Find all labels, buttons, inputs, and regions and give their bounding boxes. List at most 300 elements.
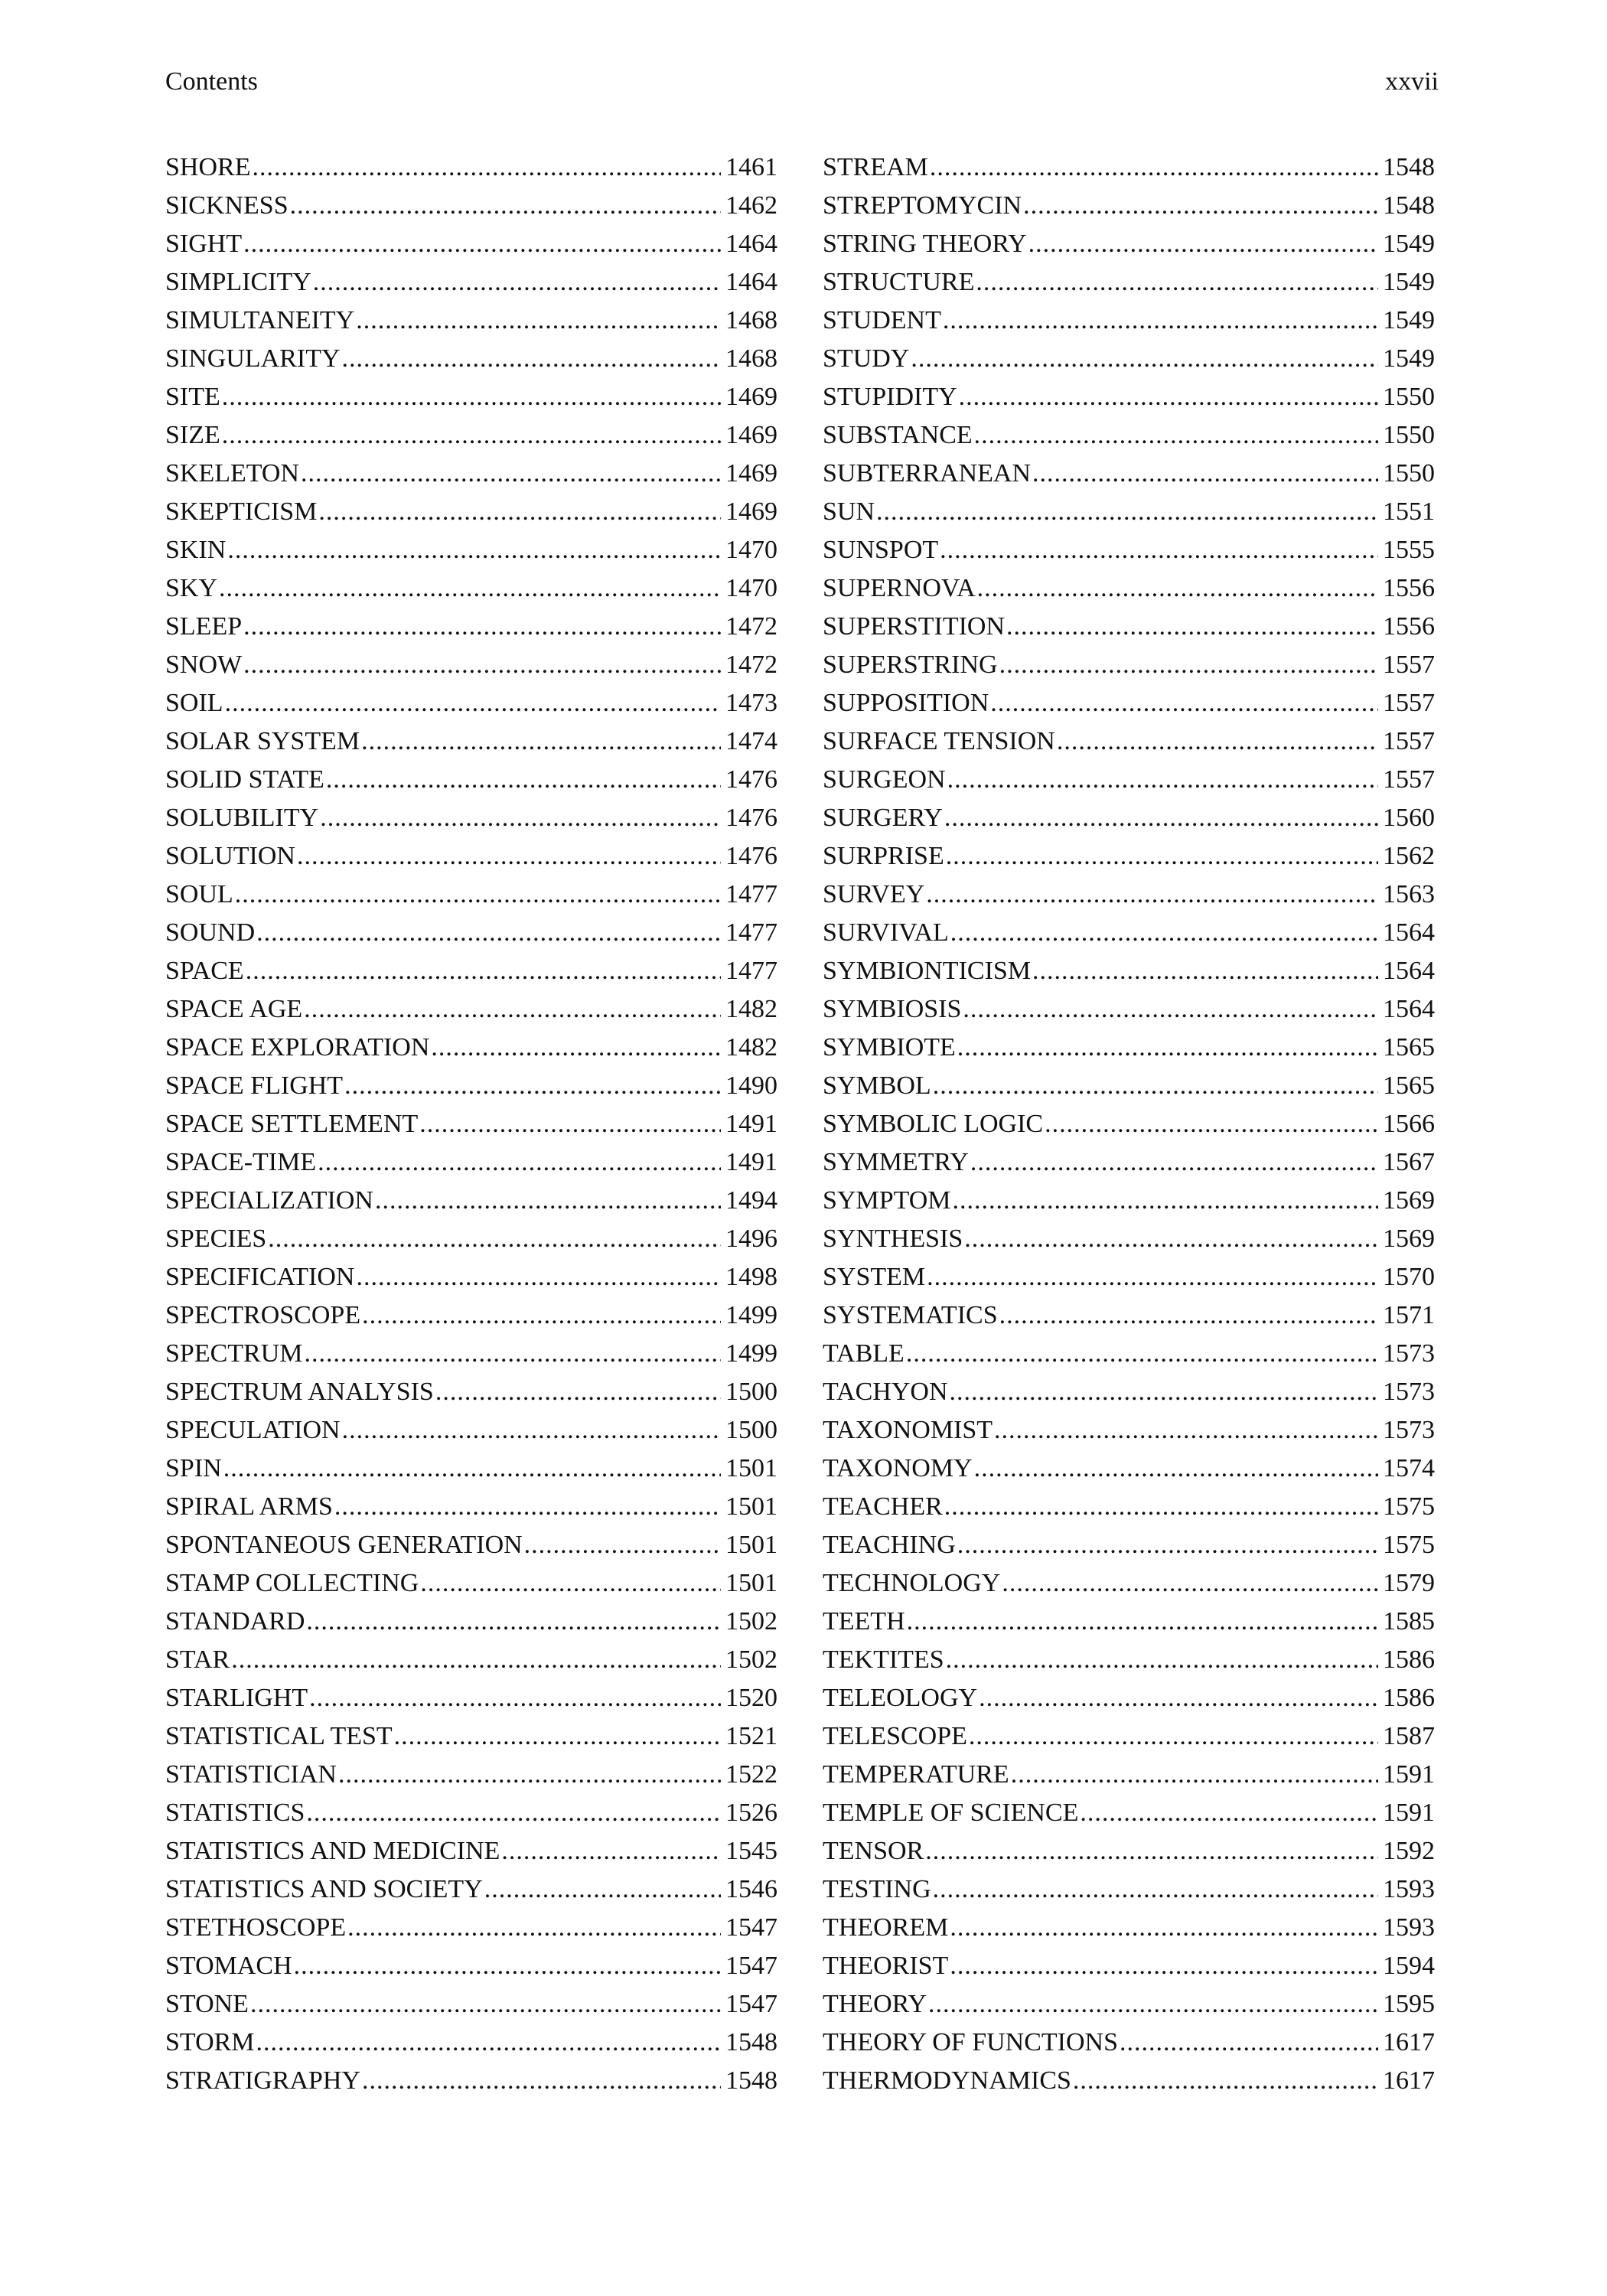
entry-page-number: 1557 (1383, 727, 1435, 755)
contents-entry (165, 187, 777, 225)
contents-entry (165, 1143, 777, 1182)
entry-page-number: 1570 (1383, 1263, 1435, 1291)
contents-entry (165, 1029, 777, 1067)
dot-leader (977, 569, 1378, 608)
entry-page-number: 1545 (725, 1837, 777, 1865)
contents-entry (823, 646, 1435, 684)
entry-page-number: 1477 (725, 880, 777, 908)
entry-term: TAXONOMY (823, 1454, 973, 1482)
entry-term: STREAM (823, 153, 928, 181)
contents-entry (823, 1143, 1435, 1182)
entry-term: SUBTERRANEAN (823, 459, 1032, 488)
contents-entry (165, 1067, 777, 1105)
contents-entry (823, 455, 1435, 493)
dot-leader (338, 1756, 721, 1794)
entry-term: SYMBOLIC LOGIC (823, 1110, 1044, 1138)
dot-leader (1045, 1105, 1378, 1143)
dot-leader (246, 952, 721, 990)
entry-term: TELESCOPE (823, 1722, 967, 1750)
contents-entry (165, 914, 777, 952)
contents-entry (165, 1641, 777, 1679)
entry-term: STATISTICS (165, 1799, 305, 1827)
entry-term: SPECIES (165, 1225, 267, 1253)
entry-page-number: 1474 (725, 727, 777, 755)
entry-page-number: 1477 (725, 918, 777, 947)
dot-leader (431, 1029, 721, 1067)
entry-page-number: 1547 (725, 1913, 777, 1942)
contents-entry (165, 1258, 777, 1296)
entry-term: SIGHT (165, 230, 243, 258)
contents-entry (823, 1411, 1435, 1450)
entry-page-number: 1585 (1383, 1607, 1435, 1636)
entry-page-number: 1548 (725, 2028, 777, 2056)
dot-leader (974, 416, 1378, 455)
entry-page-number: 1586 (1383, 1645, 1435, 1674)
entry-term: SYMBOL (823, 1071, 931, 1100)
dot-leader (969, 1717, 1378, 1756)
contents-entry (823, 952, 1435, 990)
contents-entry (823, 1564, 1435, 1603)
contents-entry (823, 1756, 1435, 1794)
entry-term: SYMBIONTICISM (823, 957, 1032, 985)
entry-term: SURPRISE (823, 842, 944, 870)
entry-page-number: 1556 (1383, 574, 1435, 602)
dot-leader (946, 837, 1378, 876)
contents-entry (165, 1488, 777, 1526)
contents-entry (165, 608, 777, 646)
entry-term: STREPTOMYCIN (823, 191, 1022, 220)
dot-leader (235, 876, 721, 914)
dot-leader (227, 531, 721, 569)
dot-leader (256, 2024, 721, 2062)
dot-leader (990, 684, 1378, 722)
dot-leader (219, 569, 721, 608)
dot-leader (297, 837, 721, 876)
contents-entry (823, 1794, 1435, 1832)
entry-page-number: 1591 (1383, 1799, 1435, 1827)
entry-term: TEKTITES (823, 1645, 944, 1674)
entry-page-number: 1566 (1383, 1110, 1435, 1138)
contents-entry (823, 1717, 1435, 1756)
contents-entry (823, 1909, 1435, 1947)
entry-term: SIMPLICITY (165, 268, 311, 296)
entry-page-number: 1476 (725, 804, 777, 832)
contents-entry (165, 761, 777, 799)
entry-page-number: 1469 (725, 497, 777, 526)
dot-leader (933, 1870, 1378, 1909)
dot-leader (926, 876, 1378, 914)
entry-page-number: 1462 (725, 191, 777, 220)
dot-leader (313, 263, 721, 302)
dot-leader (876, 493, 1378, 531)
dot-leader (999, 1296, 1378, 1335)
contents-entry (823, 1029, 1435, 1067)
dot-leader (979, 1679, 1378, 1717)
contents-entry (165, 1564, 777, 1603)
entry-page-number: 1477 (725, 957, 777, 985)
contents-entry (823, 378, 1435, 416)
dot-leader (944, 1488, 1378, 1526)
entry-page-number: 1593 (1383, 1875, 1435, 1903)
entry-page-number: 1565 (1383, 1033, 1435, 1062)
dot-leader (222, 416, 721, 455)
entry-page-number: 1557 (1383, 651, 1435, 679)
dot-leader (435, 1373, 721, 1411)
dot-leader (484, 1870, 721, 1909)
entry-term: SPECIFICATION (165, 1263, 355, 1291)
entry-term: SUN (823, 497, 875, 526)
entry-page-number: 1501 (725, 1454, 777, 1482)
contents-entry (823, 1603, 1435, 1641)
dot-leader (999, 646, 1378, 684)
entry-page-number: 1491 (725, 1110, 777, 1138)
entry-term: SICKNESS (165, 191, 288, 220)
entry-term: TEACHING (823, 1531, 956, 1559)
entry-term: TEACHER (823, 1492, 943, 1521)
entry-term: STATISTICS AND MEDICINE (165, 1837, 500, 1865)
entry-term: SYNTHESIS (823, 1225, 963, 1253)
contents-entry (823, 1985, 1435, 2024)
entry-term: SPECULATION (165, 1416, 341, 1444)
contents-entry (823, 1182, 1435, 1220)
entry-term: STRUCTURE (823, 268, 975, 296)
entry-term: SPACE EXPLORATION (165, 1033, 430, 1062)
dot-leader (957, 1029, 1378, 1067)
dot-leader (911, 340, 1378, 378)
entry-term: SYSTEMATICS (823, 1301, 998, 1329)
dot-leader (362, 2062, 721, 2100)
entry-term: SPECTROSCOPE (165, 1301, 361, 1329)
entry-page-number: 1549 (1383, 344, 1435, 373)
entry-term: SKY (165, 574, 218, 602)
entry-term: STETHOSCOPE (165, 1913, 347, 1942)
entry-page-number: 1501 (725, 1531, 777, 1559)
contents-entry (823, 1870, 1435, 1909)
entry-term: SURGEON (823, 765, 946, 794)
dot-leader (394, 1717, 721, 1756)
entry-page-number: 1469 (725, 383, 777, 411)
entry-term: SUNSPOT (823, 536, 939, 564)
entry-page-number: 1476 (725, 842, 777, 870)
entry-page-number: 1592 (1383, 1837, 1435, 1865)
entry-page-number: 1501 (725, 1492, 777, 1521)
dot-leader (342, 340, 721, 378)
entry-term: SOUL (165, 880, 233, 908)
contents-entry (823, 1067, 1435, 1105)
dot-leader (946, 1641, 1378, 1679)
contents-entry (165, 2062, 777, 2100)
entry-page-number: 1496 (725, 1225, 777, 1253)
dot-leader (334, 1488, 721, 1526)
contents-entry (823, 1450, 1435, 1488)
dot-leader (906, 1335, 1378, 1373)
dot-leader (243, 646, 721, 684)
contents-entry (165, 1220, 777, 1258)
entry-page-number: 1469 (725, 459, 777, 488)
entry-term: THEORIST (823, 1952, 949, 1980)
entry-page-number: 1498 (725, 1263, 777, 1291)
dot-leader (1080, 1794, 1378, 1832)
dot-leader (347, 1909, 721, 1947)
entry-page-number: 1564 (1383, 957, 1435, 985)
contents-entry (165, 493, 777, 531)
entry-page-number: 1468 (725, 306, 777, 334)
entry-page-number: 1587 (1383, 1722, 1435, 1750)
dot-leader (223, 1450, 721, 1488)
entry-term: TACHYON (823, 1378, 948, 1406)
entry-page-number: 1469 (725, 421, 777, 449)
entry-term: SKELETON (165, 459, 300, 488)
dot-leader (231, 1641, 721, 1679)
entry-term: STANDARD (165, 1607, 305, 1636)
contents-entry (823, 340, 1435, 378)
entry-term: SUBSTANCE (823, 421, 973, 449)
entry-page-number: 1560 (1383, 804, 1435, 832)
dot-leader (318, 1143, 721, 1182)
entry-page-number: 1547 (725, 1952, 777, 1980)
entry-page-number: 1550 (1383, 383, 1435, 411)
entry-term: STUPIDITY (823, 383, 957, 411)
contents-entry (165, 876, 777, 914)
dot-leader (1011, 1756, 1378, 1794)
entry-page-number: 1494 (725, 1186, 777, 1215)
entry-term: TAXONOMIST (823, 1416, 993, 1444)
contents-entry (165, 1870, 777, 1909)
entry-page-number: 1555 (1383, 536, 1435, 564)
entry-term: SOLUTION (165, 842, 295, 870)
entry-page-number: 1594 (1383, 1952, 1435, 1980)
contents-entry (823, 1526, 1435, 1564)
entry-page-number: 1501 (725, 1569, 777, 1597)
dot-leader (1073, 2062, 1378, 2100)
dot-leader (356, 302, 721, 340)
dot-leader (290, 187, 721, 225)
entry-page-number: 1549 (1383, 306, 1435, 334)
entry-term: SIMULTANEITY (165, 306, 355, 334)
entry-page-number: 1473 (725, 689, 777, 717)
dot-leader (970, 1143, 1378, 1182)
entry-term: TEMPLE OF SCIENCE (823, 1799, 1079, 1827)
entry-term: STATISTICAL TEST (165, 1722, 393, 1750)
entry-page-number: 1547 (725, 1990, 777, 2018)
entry-term: SOLUBILITY (165, 804, 319, 832)
dot-leader (256, 914, 721, 952)
contents-entry (165, 302, 777, 340)
dot-leader (250, 1985, 721, 2024)
entry-term: SURVEY (823, 880, 925, 908)
page-header (165, 67, 1439, 106)
dot-leader (940, 531, 1378, 569)
dot-leader (375, 1182, 721, 1220)
entry-term: SURFACE TENSION (823, 727, 1055, 755)
contents-entry (165, 1182, 777, 1220)
entry-term: STONE (165, 1990, 249, 2018)
entry-page-number: 1595 (1383, 1990, 1435, 2018)
running-head: Contents (165, 67, 258, 96)
contents-entry (823, 1641, 1435, 1679)
entry-page-number: 1564 (1383, 995, 1435, 1023)
dot-leader (963, 990, 1378, 1029)
dot-leader (933, 1067, 1378, 1105)
entry-term: STRATIGRAPHY (165, 2066, 361, 2095)
entry-page-number: 1556 (1383, 612, 1435, 641)
contents-entry (823, 1947, 1435, 1985)
contents-entry (165, 569, 777, 608)
entry-page-number: 1464 (725, 268, 777, 296)
contents-entry (823, 531, 1435, 569)
contents-entry (823, 416, 1435, 455)
entry-term: TEETH (823, 1607, 905, 1636)
entry-term: STATISTICS AND SOCIETY (165, 1875, 483, 1903)
contents-entry (823, 493, 1435, 531)
contents-entry (823, 837, 1435, 876)
dot-leader (944, 799, 1378, 837)
dot-leader (501, 1832, 721, 1870)
contents-entry (165, 1947, 777, 1985)
entry-term: TECHNOLOGY (823, 1569, 1001, 1597)
entry-term: SOLAR SYSTEM (165, 727, 360, 755)
dot-leader (304, 990, 721, 1029)
dot-leader (344, 1067, 721, 1105)
dot-leader (524, 1526, 721, 1564)
dot-leader (301, 455, 721, 493)
contents-entry (165, 455, 777, 493)
dot-leader (342, 1411, 721, 1450)
entry-page-number: 1565 (1383, 1071, 1435, 1100)
entry-term: SKEPTICISM (165, 497, 318, 526)
entry-term: SITE (165, 383, 220, 411)
entry-page-number: 1499 (725, 1301, 777, 1329)
contents-entry (823, 1105, 1435, 1143)
entry-page-number: 1476 (725, 765, 777, 794)
contents-entry (823, 1258, 1435, 1296)
entry-page-number: 1574 (1383, 1454, 1435, 1482)
contents-entry (165, 952, 777, 990)
entry-term: SUPERSTRING (823, 651, 998, 679)
dot-leader (320, 799, 721, 837)
entry-page-number: 1548 (1383, 153, 1435, 181)
entry-term: SUPERSTITION (823, 612, 1006, 641)
entry-page-number: 1464 (725, 230, 777, 258)
entry-term: SHORE (165, 153, 251, 181)
dot-leader (306, 1603, 721, 1641)
entry-term: SURGERY (823, 804, 943, 832)
entry-term: SNOW (165, 651, 243, 679)
entry-term: SKIN (165, 536, 227, 564)
entry-term: STUDENT (823, 306, 941, 334)
dot-leader (419, 1105, 721, 1143)
entry-page-number: 1548 (1383, 191, 1435, 220)
dot-leader (953, 1182, 1378, 1220)
contents-entry (165, 1603, 777, 1641)
dot-leader (950, 914, 1378, 952)
entry-page-number: 1526 (725, 1799, 777, 1827)
entry-page-number: 1502 (725, 1645, 777, 1674)
entry-term: STARLIGHT (165, 1684, 308, 1712)
contents-entry (823, 1220, 1435, 1258)
entry-term: SPECIALIZATION (165, 1186, 373, 1215)
entry-page-number: 1573 (1383, 1416, 1435, 1444)
contents-entry (823, 187, 1435, 225)
entry-term: STAMP COLLECTING (165, 1569, 419, 1597)
entry-term: SPACE FLIGHT (165, 1071, 344, 1100)
entry-page-number: 1500 (725, 1378, 777, 1406)
dot-leader (294, 1947, 721, 1985)
dot-leader (361, 722, 721, 761)
entry-page-number: 1461 (725, 153, 777, 181)
entry-page-number: 1472 (725, 651, 777, 679)
entry-term: STUDY (823, 344, 910, 373)
dot-leader (1032, 952, 1378, 990)
entry-term: STAR (165, 1645, 230, 1674)
contents-entry (823, 2024, 1435, 2062)
dot-leader (927, 1258, 1378, 1296)
contents-entry (165, 646, 777, 684)
contents-entry (165, 148, 777, 187)
entry-term: SOIL (165, 689, 223, 717)
entry-page-number: 1491 (725, 1148, 777, 1176)
contents-entry (823, 876, 1435, 914)
contents-entry (165, 1756, 777, 1794)
dot-leader (1057, 722, 1378, 761)
entry-term: SIZE (165, 421, 220, 449)
dot-leader (1032, 455, 1378, 493)
entry-term: STATISTICIAN (165, 1760, 337, 1789)
contents-entry (165, 1717, 777, 1756)
contents-entry (823, 761, 1435, 799)
entry-term: SYSTEM (823, 1263, 926, 1291)
entry-term: SYMPTOM (823, 1186, 951, 1215)
entry-page-number: 1569 (1383, 1225, 1435, 1253)
contents-entry (823, 569, 1435, 608)
dot-leader (957, 1526, 1378, 1564)
entry-page-number: 1468 (725, 344, 777, 373)
dot-leader (222, 378, 721, 416)
entry-page-number: 1490 (725, 1071, 777, 1100)
dot-leader (925, 1832, 1378, 1870)
entry-term: STOMACH (165, 1952, 292, 1980)
dot-leader (225, 684, 721, 722)
entry-page-number: 1546 (725, 1875, 777, 1903)
dot-leader (318, 493, 721, 531)
dot-leader (930, 148, 1378, 187)
entry-page-number: 1557 (1383, 765, 1435, 794)
contents-entry (823, 914, 1435, 952)
entry-term: SURVIVAL (823, 918, 949, 947)
entry-page-number: 1575 (1383, 1531, 1435, 1559)
entry-page-number: 1562 (1383, 842, 1435, 870)
dot-leader (1120, 2024, 1378, 2062)
contents-entry (823, 684, 1435, 722)
contents-entry (823, 1373, 1435, 1411)
contents-entry (165, 799, 777, 837)
contents-entry (165, 1450, 777, 1488)
entry-page-number: 1564 (1383, 918, 1435, 947)
dot-leader (362, 1296, 721, 1335)
entry-term: TESTING (823, 1875, 931, 1903)
entry-term: TELEOLOGY (823, 1684, 978, 1712)
contents-entry (165, 837, 777, 876)
entry-page-number: 1617 (1383, 2066, 1435, 2095)
contents-entry (165, 1526, 777, 1564)
dot-leader (976, 263, 1378, 302)
contents-entry (165, 722, 777, 761)
dot-leader (974, 1450, 1378, 1488)
entry-page-number: 1617 (1383, 2028, 1435, 2056)
contents-entry (165, 378, 777, 416)
entry-page-number: 1520 (725, 1684, 777, 1712)
entry-page-number: 1522 (725, 1760, 777, 1789)
